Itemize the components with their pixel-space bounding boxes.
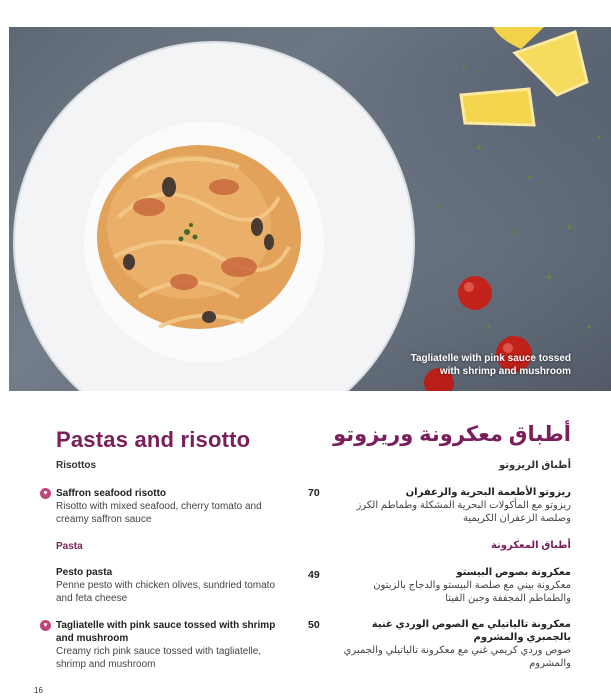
item-name: Pesto pasta <box>56 567 113 578</box>
section-pasta: Pasta <box>56 541 83 552</box>
item-description: معكرونة بيني مع صلصة البيستو والدجاج بالزيتون والطماطم المجففة وجبن الفيتا <box>373 580 571 604</box>
item-name: معكرونة بصوص البيستو <box>456 567 571 578</box>
arabic-menu-item <box>343 486 571 525</box>
page-number: 16 <box>34 686 43 695</box>
item-price: 49 <box>308 569 320 581</box>
photo-caption: Tagliatelle with pink sauce tossed with shrimp and mushroom <box>410 353 571 377</box>
arabic-menu-item <box>343 618 571 670</box>
pasta-dish-illustration <box>9 27 611 391</box>
item-price: 70 <box>308 487 320 499</box>
lemon-wedges <box>461 27 587 125</box>
arabic-title: أطباق معكرونة وريزوتو <box>333 423 571 446</box>
heart-icon: ♥ <box>40 488 51 499</box>
arabic-section-risottos: أطباق الريزوتو <box>498 460 571 471</box>
menu-item <box>56 487 288 526</box>
english-title: Pastas and risotto <box>56 427 251 452</box>
item-description: Penne pesto with chicken olives, sundried tomato and feta cheese <box>56 580 276 604</box>
item-name: Tagliatelle with pink sauce tossed with shrimp and mushroom <box>56 620 276 644</box>
menu-item <box>56 619 288 671</box>
item-description: Risotto with mixed seafood, cherry tomato and creamy saffron sauce <box>56 501 262 525</box>
menu-item <box>56 566 288 605</box>
item-description: Creamy rich pink sauce tossed with tagliatelle, shrimp and mushroom <box>56 646 262 670</box>
item-name: Saffron seafood risotto <box>56 488 167 499</box>
arabic-menu-item <box>343 566 571 605</box>
item-description: ريزوتو مع المأكولات البحرية المشكلة وطماطم الكرز وصلصة الزعفران الكريمية <box>356 500 571 524</box>
heart-icon: ♥ <box>40 620 51 631</box>
section-risottos: Risottos <box>56 460 96 471</box>
item-description: صوص وردي كريمي غني مع معكرونة تالياتيلي والجمبري والمشروم <box>343 645 571 669</box>
hero-photo <box>9 27 611 391</box>
item-name: ريزوتو الأطعمة البحرية والزعفران <box>405 487 571 498</box>
arabic-section-pasta: أطباق المعكرونة <box>490 540 571 551</box>
item-name: معكرونة تالياتيلي مع الصوص الوردي غنية بالجمبري والمشروم <box>371 619 571 643</box>
item-price: 50 <box>308 619 320 631</box>
